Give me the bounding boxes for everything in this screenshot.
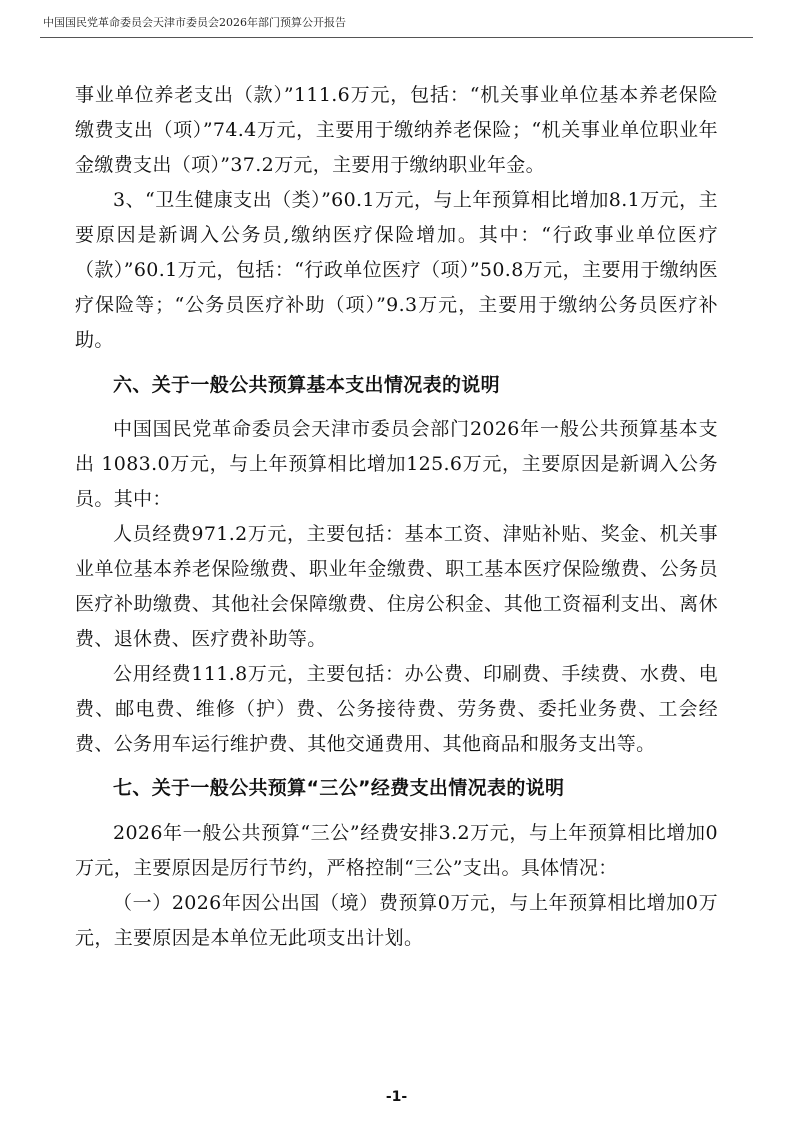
- paragraph-three-public-expenses: 2026年一般公共预算“三公”经费安排3.2万元，与上年预算相比增加0万元，主要原因是厉行节约，严格控制“三公”支出。具体情况：: [75, 822, 718, 879]
- header-divider: [40, 37, 753, 38]
- paragraph-health-expenditure: 3、“卫生健康支出（类）”60.1万元，与上年预算相比增加8.1万元，主要原因是新调入公务员,缴纳医疗保险增加。其中：“行政事业单位医疗（款）”60.1万元，包括：“行政单位医疗（项）”50.8万元，主要用于缴纳医疗保险等；“公务员医疗补助（项）”9.3万元，主要用于缴纳公务员医疗补助。: [75, 189, 718, 351]
- paragraph-public-use-expenses: 公用经费111.8万元，主要包括：办公费、印刷费、手续费、水费、电费、邮电费、维修（护）费、公务接待费、劳务费、委托业务费、工会经费、公务用车运行维护费、其他交通费用、其他商品和服务支出等。: [75, 663, 718, 755]
- page-number: -1-: [385, 1089, 408, 1105]
- section-heading-7: 七、关于一般公共预算“三公”经费支出情况表的说明: [113, 777, 565, 799]
- paragraph-personnel-expenses: 人员经费971.2万元，主要包括：基本工资、津贴补贴、奖金、机关事业单位基本养老保险缴费、职业年金缴费、职工基本医疗保险缴费、公务员医疗补助缴费、其他社会保障缴费、住房公积金、其他工资福利支出、离休费、退休费、医疗费补助等。: [75, 523, 718, 650]
- page-header: 中国国民党革命委员会天津市委员会2026年部门预算公开报告: [43, 16, 346, 29]
- paragraph-basic-expenditure-total: 中国国民党革命委员会天津市委员会部门2026年一般公共预算基本支出 1083.0万元，与上年预算相比增加125.6万元，主要原因是新调入公务员。其中：: [75, 418, 718, 510]
- paragraph-pension-continuation: 事业单位养老支出（款）”111.6万元，包括：“机关事业单位基本养老保险缴费支出（项）”74.4万元，主要用于缴纳养老保险；“机关事业单位职业年金缴费支出（项）”37.2万元，主要用于缴纳职业年金。: [75, 84, 718, 176]
- section-heading-6: 六、关于一般公共预算基本支出情况表的说明: [113, 374, 501, 396]
- paragraph-abroad-expenses: （一）2026年因公出国（境）费预算0万元，与上年预算相比增加0万元，主要原因是本单位无此项支出计划。: [75, 892, 718, 949]
- document-body: [75, 78, 718, 956]
